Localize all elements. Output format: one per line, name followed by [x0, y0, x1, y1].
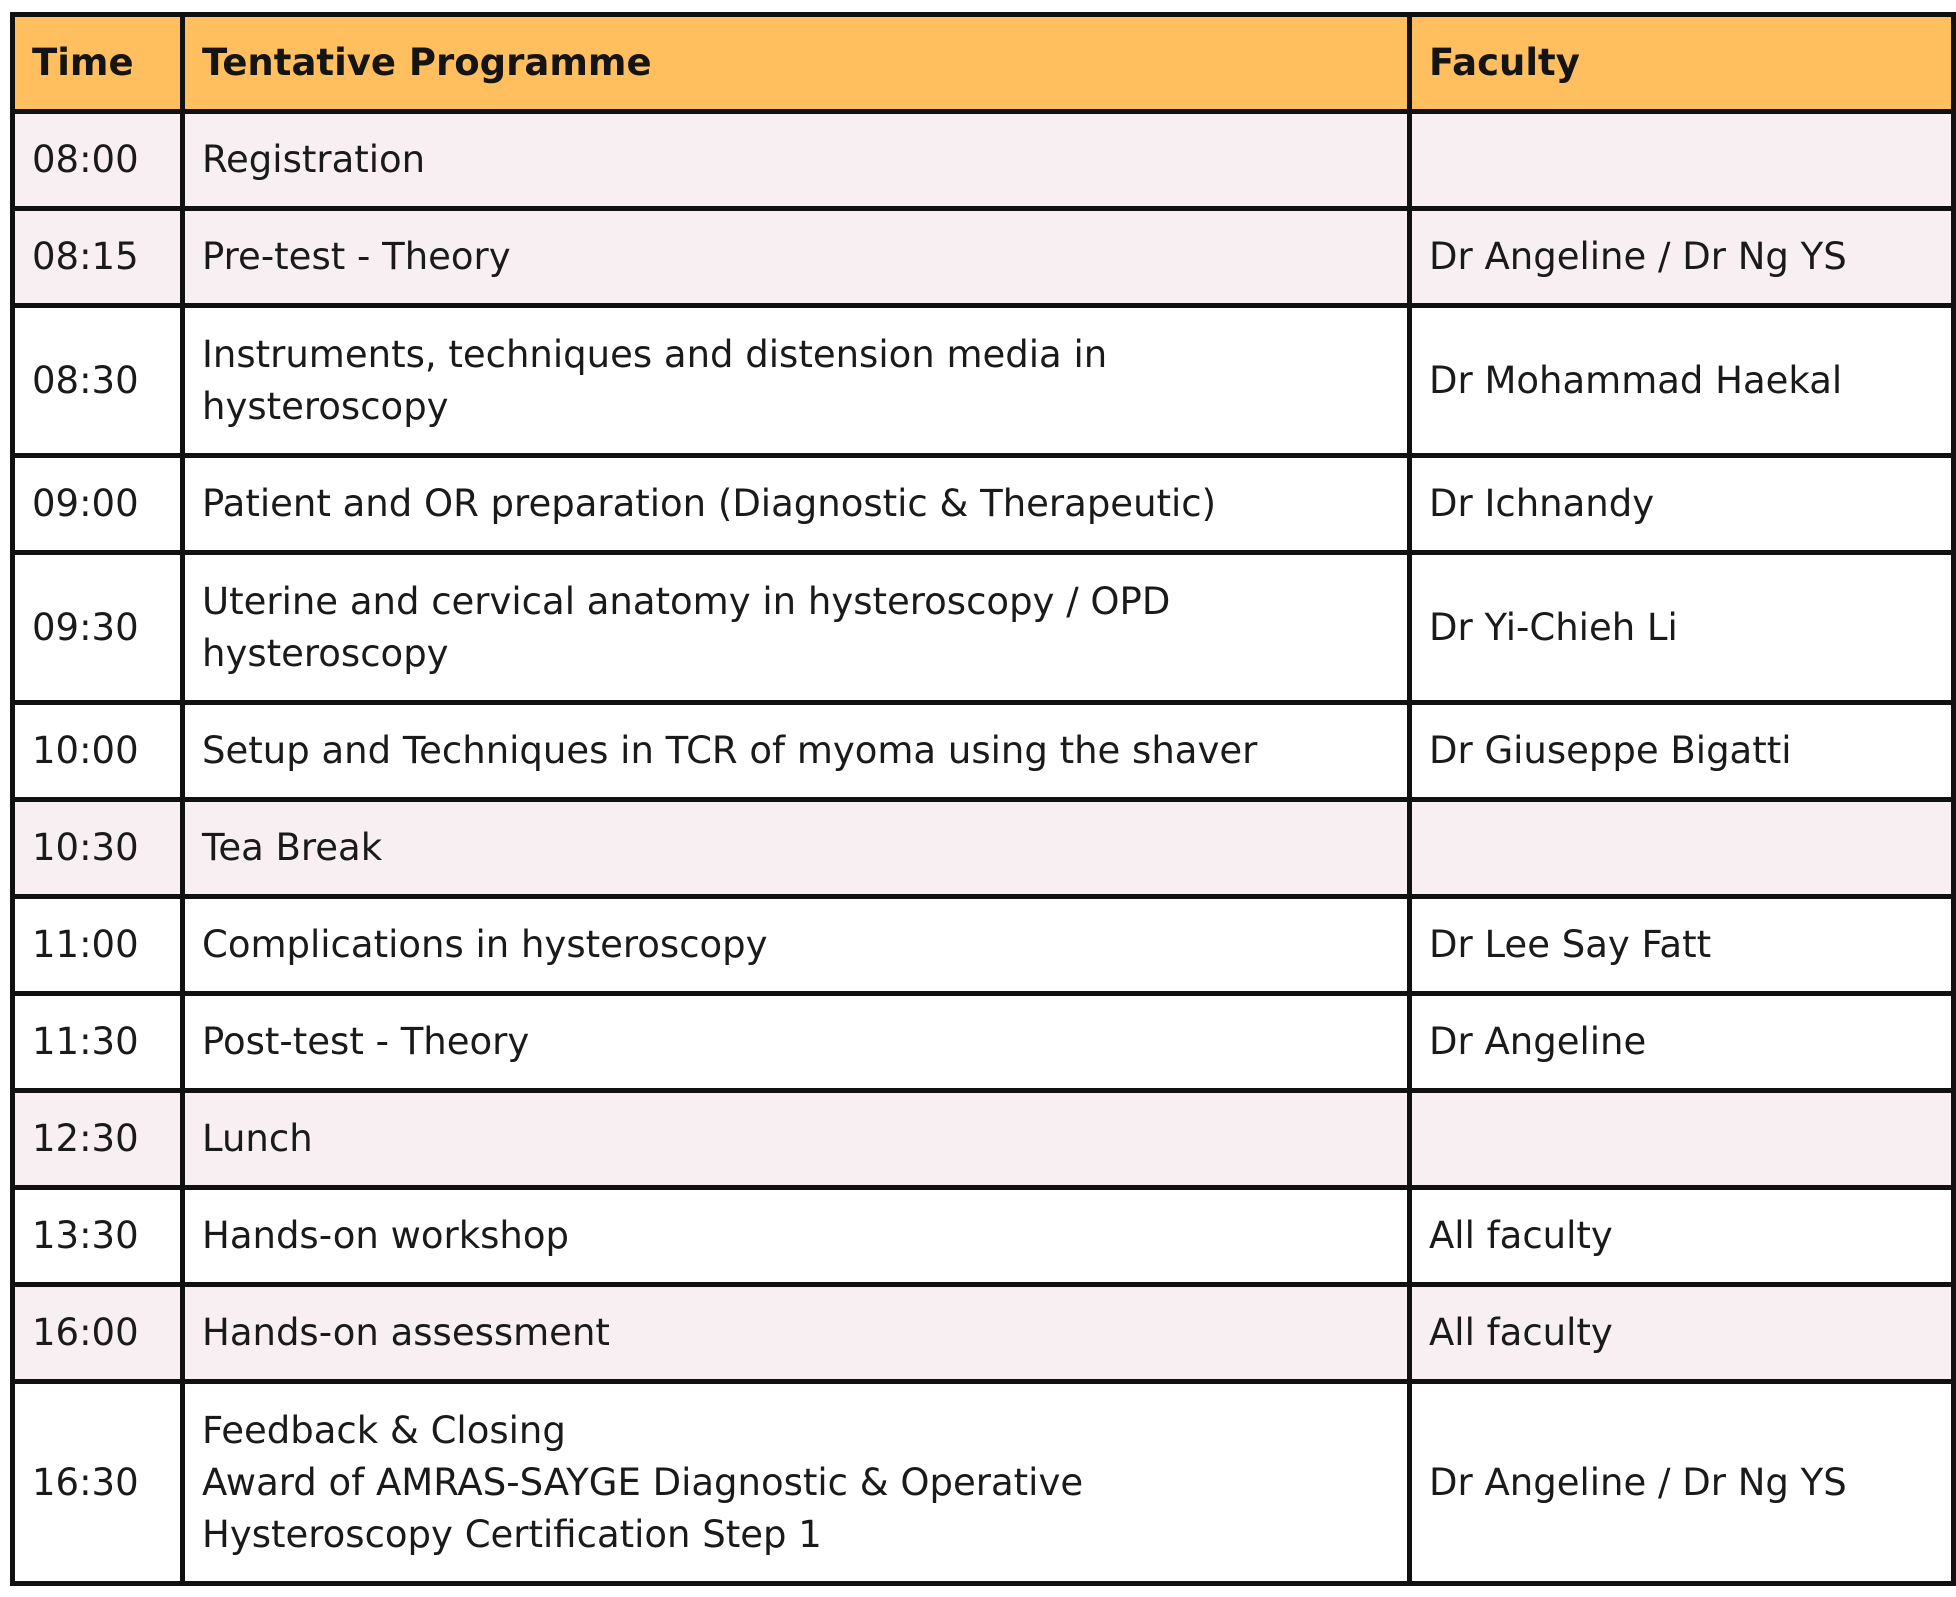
time-cell: 11:30 — [13, 994, 183, 1091]
faculty-cell: Dr Angeline / Dr Ng YS — [1410, 1382, 1954, 1584]
table-row — [13, 456, 1954, 553]
faculty-cell: Dr Ichnandy — [1410, 456, 1954, 553]
time-cell: 08:15 — [13, 209, 183, 306]
table-row — [13, 800, 1954, 897]
programme-line: Hands-on workshop — [202, 1214, 569, 1257]
header-time: Time — [13, 15, 183, 112]
faculty-cell: All faculty — [1410, 1188, 1954, 1285]
time-cell: 11:00 — [13, 897, 183, 994]
programme-line: hysteroscopy — [202, 384, 449, 428]
time-cell: 13:30 — [13, 1188, 183, 1285]
faculty-cell: Dr Angeline — [1410, 994, 1954, 1091]
header-programme: Tentative Programme — [183, 15, 1410, 112]
programme-table-wrapper — [10, 12, 1951, 1586]
programme-cell — [183, 800, 1410, 897]
programme-line: Hands-on assessment — [202, 1311, 610, 1354]
programme-line: Post-test - Theory — [202, 1020, 530, 1063]
table-row — [13, 1188, 1954, 1285]
programme-cell — [183, 1285, 1410, 1382]
table-row — [13, 1091, 1954, 1188]
programme-line: Award of AMRAS-SAYGE Diagnostic & Operative — [202, 1460, 1084, 1504]
header-faculty: Faculty — [1410, 15, 1954, 112]
programme-line: Lunch — [202, 1117, 313, 1160]
faculty-cell: Dr Mohammad Haekal — [1410, 306, 1954, 456]
programme-cell — [183, 1091, 1410, 1188]
time-cell: 10:00 — [13, 703, 183, 800]
faculty-cell: All faculty — [1410, 1285, 1954, 1382]
programme-cell — [183, 306, 1410, 456]
faculty-cell: Dr Lee Say Fatt — [1410, 897, 1954, 994]
table-body — [13, 112, 1954, 1584]
programme-cell — [183, 553, 1410, 703]
programme-line: Patient and OR preparation (Diagnostic & Therapeutic) — [202, 482, 1217, 525]
table-row — [13, 209, 1954, 306]
time-cell: 16:30 — [13, 1382, 183, 1584]
time-cell: 08:30 — [13, 306, 183, 456]
programme-line: Uterine and cervical anatomy in hysteroscopy / OPD — [202, 579, 1171, 623]
programme-line: Pre-test - Theory — [202, 235, 511, 278]
programme-line: Hysteroscopy Certification Step 1 — [202, 1512, 822, 1556]
table-row — [13, 306, 1954, 456]
faculty-cell — [1410, 800, 1954, 897]
faculty-cell — [1410, 1091, 1954, 1188]
faculty-cell: Dr Giuseppe Bigatti — [1410, 703, 1954, 800]
table-row — [13, 703, 1954, 800]
faculty-cell: Dr Angeline / Dr Ng YS — [1410, 209, 1954, 306]
time-cell: 09:30 — [13, 553, 183, 703]
programme-cell — [183, 112, 1410, 209]
programme-line: hysteroscopy — [202, 631, 449, 675]
programme-cell — [183, 994, 1410, 1091]
table-row — [13, 112, 1954, 209]
table-row — [13, 897, 1954, 994]
time-cell: 12:30 — [13, 1091, 183, 1188]
programme-table — [10, 12, 1956, 1586]
table-header-row — [13, 15, 1954, 112]
programme-line: Feedback & Closing — [202, 1408, 566, 1452]
programme-line: Complications in hysteroscopy — [202, 923, 768, 966]
programme-line: Instruments, techniques and distension media in — [202, 332, 1108, 376]
table-row — [13, 1285, 1954, 1382]
faculty-cell: Dr Yi-Chieh Li — [1410, 553, 1954, 703]
programme-cell — [183, 897, 1410, 994]
programme-line: Tea Break — [202, 826, 383, 869]
table-row — [13, 994, 1954, 1091]
programme-cell — [183, 209, 1410, 306]
table-row — [13, 553, 1954, 703]
time-cell: 08:00 — [13, 112, 183, 209]
faculty-cell — [1410, 112, 1954, 209]
time-cell: 16:00 — [13, 1285, 183, 1382]
time-cell: 10:30 — [13, 800, 183, 897]
programme-cell — [183, 1382, 1410, 1584]
programme-line: Setup and Techniques in TCR of myoma using the shaver — [202, 729, 1258, 772]
time-cell: 09:00 — [13, 456, 183, 553]
programme-cell — [183, 703, 1410, 800]
programme-cell — [183, 1188, 1410, 1285]
programme-cell — [183, 456, 1410, 553]
table-row — [13, 1382, 1954, 1584]
programme-line: Registration — [202, 138, 426, 181]
